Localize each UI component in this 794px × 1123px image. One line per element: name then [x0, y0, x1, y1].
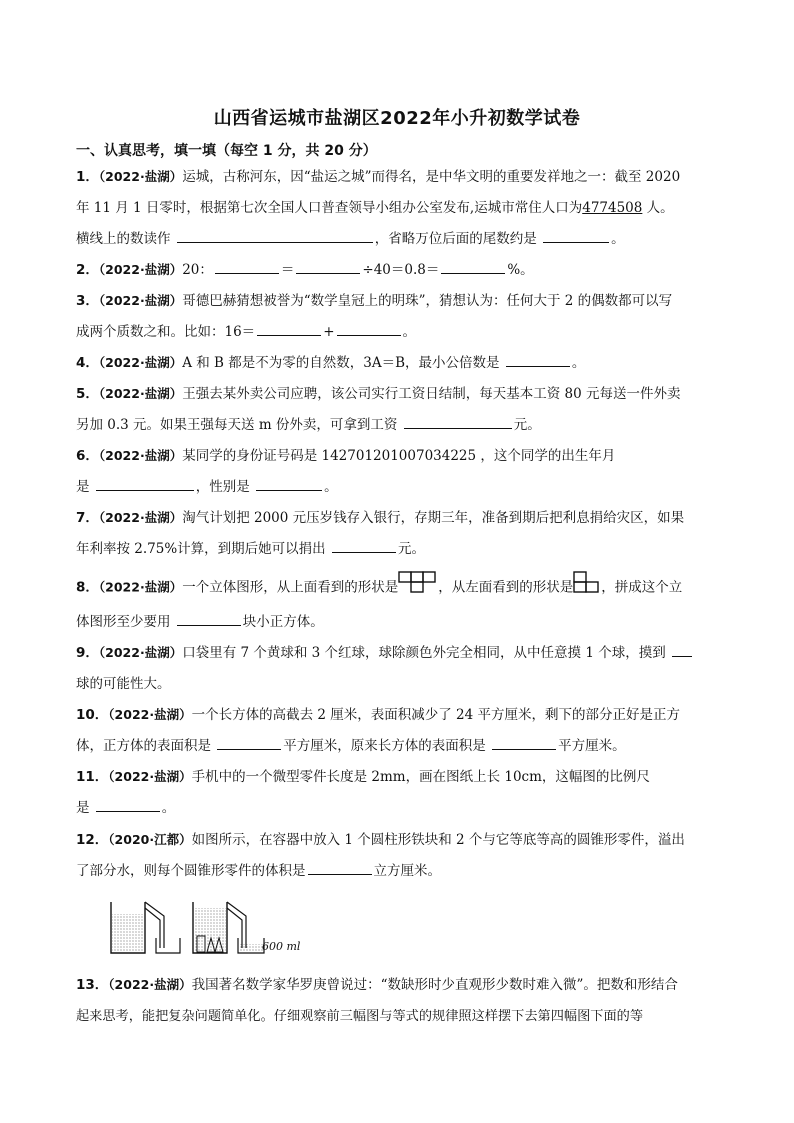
question-7: [76, 502, 718, 565]
question-text: ，性别是: [195, 479, 250, 495]
question-text: 。: [402, 324, 416, 340]
question-text: 了部分水，则每个圆锥形零件的体积是: [76, 863, 306, 879]
question-text: ÷40＝0.8＝: [362, 262, 440, 278]
answer-blank[interactable]: [96, 796, 160, 812]
answer-blank[interactable]: [215, 258, 279, 274]
question-text: ，拼成这个立: [601, 579, 683, 596]
question-text: 横线上的数读作: [76, 231, 171, 247]
question-text: 口袋里有 7 个黄球和 3 个红球，球除颜色外完全相同，从中任意摸 1 个球，摸到: [182, 645, 666, 661]
containers-figure: [108, 898, 318, 962]
question-text: 元。: [397, 541, 425, 557]
question-text: 哥德巴赫猜想被誉为“数学皇冠上的明珠”，猜想认为：任何大于 2 的偶数都可以写: [182, 293, 673, 309]
answer-blank[interactable]: [672, 641, 692, 657]
question-text: 20：: [182, 262, 213, 278]
question-text: 。: [161, 800, 176, 816]
question-text: 另加 0.3 元。如果王强每天送 m 份外卖，可拿到工资: [76, 417, 398, 433]
question-number: 1．: [76, 169, 99, 185]
question-3: [76, 285, 718, 348]
answer-blank[interactable]: [217, 734, 281, 750]
question-source: （2022·盐湖）: [98, 510, 183, 525]
question-text: %。: [507, 262, 534, 278]
section-heading: 一、认真思考，填一填（每空 1 分，共 20 分）: [76, 143, 377, 159]
top-view-shape-icon: [398, 570, 438, 606]
question-text: 淘气计划把 2000 元压岁钱存入银行，存期三年，准备到期后把利息捐给灾区，如果: [182, 510, 685, 526]
answer-blank[interactable]: [492, 734, 556, 750]
question-8: [76, 570, 718, 638]
question-number: 5．: [76, 386, 99, 402]
question-2: [76, 254, 718, 286]
question-text: 平方厘米，原来长方体的表面积是: [283, 738, 486, 754]
question-text: +: [323, 324, 335, 340]
answer-blank[interactable]: [441, 258, 505, 274]
question-12: [76, 824, 718, 887]
question-text: 王强去某外卖公司应聘，该公司实行工资日结制，每天基本工资 80 元每送一件外卖: [182, 386, 681, 402]
question-source: （2022·盐湖）: [98, 645, 183, 660]
question-number: 4．: [76, 355, 99, 371]
question-text: 年 11 月 1 日零时，根据第七次全国人口普查领导小组办公室发布,运城市常住人口为: [76, 200, 583, 216]
question-number: 10．: [76, 707, 109, 723]
question-source: （2022·盐湖）: [98, 355, 183, 370]
underlined-number: 4774508: [582, 200, 643, 216]
question-text: 某同学的身份证号码是 142701201007034225 ，这个同学的出生年月: [182, 448, 616, 464]
question-text: 手机中的一个微型零件长度是 2mm，画在图纸上长 10cm，这幅图的比例尺: [191, 769, 650, 785]
question-source: （2022·盐湖）: [98, 579, 183, 595]
question-9: [76, 637, 718, 700]
question-text: 。: [571, 355, 586, 371]
question-10: [76, 699, 718, 762]
question-text: 一个立体图形，从上面看到的形状是: [182, 579, 399, 596]
question-13: [76, 969, 726, 1032]
question-number: 6．: [76, 448, 99, 464]
question-text: 我国著名数学家华罗庚曾说过：“数缺形时少直观形少数时难入微”。把数和形结合: [191, 977, 678, 993]
question-text: 元。: [513, 417, 541, 433]
question-number: 13．: [76, 977, 109, 993]
answer-blank[interactable]: [337, 320, 401, 336]
question-text: 体图形至少要用: [76, 614, 171, 630]
question-source: （2022·盐湖）: [108, 977, 192, 992]
question-text: 。: [611, 231, 625, 247]
question-source: （2022·盐湖）: [98, 293, 183, 308]
page-title: 山西省运城市盐湖区2022年小升初数学试卷: [213, 108, 581, 129]
answer-blank[interactable]: [332, 537, 396, 553]
answer-blank[interactable]: [177, 610, 241, 626]
question-source: （2022·盐湖）: [108, 769, 192, 784]
answer-blank[interactable]: [256, 475, 322, 491]
question-text: 平方厘米。: [558, 738, 626, 754]
answer-blank[interactable]: [543, 227, 609, 243]
answer-blank[interactable]: [308, 859, 372, 875]
question-text: 年利率按 2.75%计算，到期后她可以捐出: [76, 541, 326, 557]
answer-blank[interactable]: [96, 475, 194, 491]
question-text: 立方厘米。: [373, 863, 441, 879]
question-4: [76, 347, 718, 379]
question-number: 9．: [76, 645, 99, 661]
question-text: 一个长方体的高截去 2 厘米，表面积减少了 24 平方厘米，剩下的部分正好是正方: [191, 707, 681, 723]
question-11: [76, 761, 718, 824]
question-text: ，从左面看到的形状是: [438, 579, 574, 596]
answer-blank[interactable]: [296, 258, 360, 274]
answer-blank[interactable]: [404, 413, 512, 429]
question-text: ＝: [280, 262, 295, 278]
question-number: 7．: [76, 510, 99, 526]
left-view-shape-icon: [573, 570, 601, 606]
answer-blank[interactable]: [177, 227, 373, 243]
question-text: A 和 B 都是不为零的自然数，3A＝B，最小公倍数是: [182, 355, 500, 371]
question-number: 2．: [76, 262, 99, 278]
question-source: （2022·盐湖）: [98, 448, 183, 463]
question-text: 是: [76, 479, 90, 495]
question-number: 12．: [76, 832, 109, 848]
answer-blank[interactable]: [506, 351, 570, 367]
question-source: （2022·盐湖）: [98, 386, 183, 401]
question-number: 11．: [76, 769, 109, 785]
question-6: [76, 440, 718, 503]
question-text: 是: [76, 800, 90, 816]
question-source: （2020·江都）: [108, 832, 192, 847]
question-text: 人。: [646, 200, 674, 216]
question-source: （2022·盐湖）: [98, 169, 183, 184]
question-text: 成两个质数之和。比如：16＝: [76, 324, 256, 340]
question-number: 8．: [76, 579, 99, 596]
answer-blank[interactable]: [257, 320, 321, 336]
question-5: [76, 378, 718, 441]
question-text: 。: [324, 479, 338, 495]
question-number: 3．: [76, 293, 99, 309]
question-1: [76, 161, 718, 255]
question-text: ，省略万位后面的尾数约是: [374, 231, 537, 247]
question-text: 体，正方体的表面积是: [76, 738, 211, 754]
question-source: （2022·盐湖）: [108, 707, 192, 722]
question-source: （2022·盐湖）: [98, 262, 183, 277]
question-text: 运城，古称河东，因“盐运之城”而得名，是中华文明的重要发祥地之一：截至 2020: [182, 169, 681, 185]
question-text: 如图所示，在容器中放入 1 个圆柱形铁块和 2 个与它等底等高的圆锥形零件，溢出: [191, 832, 685, 848]
question-text: 球的可能性大。: [76, 676, 171, 692]
volume-label: 600 ml: [262, 940, 301, 953]
question-text: 块小正方体。: [242, 614, 324, 630]
question-text: 起来思考，能把复杂问题简单化。仔细观察前三幅图与等式的规律照这样摆下去第四幅图下面的等: [76, 1009, 644, 1024]
